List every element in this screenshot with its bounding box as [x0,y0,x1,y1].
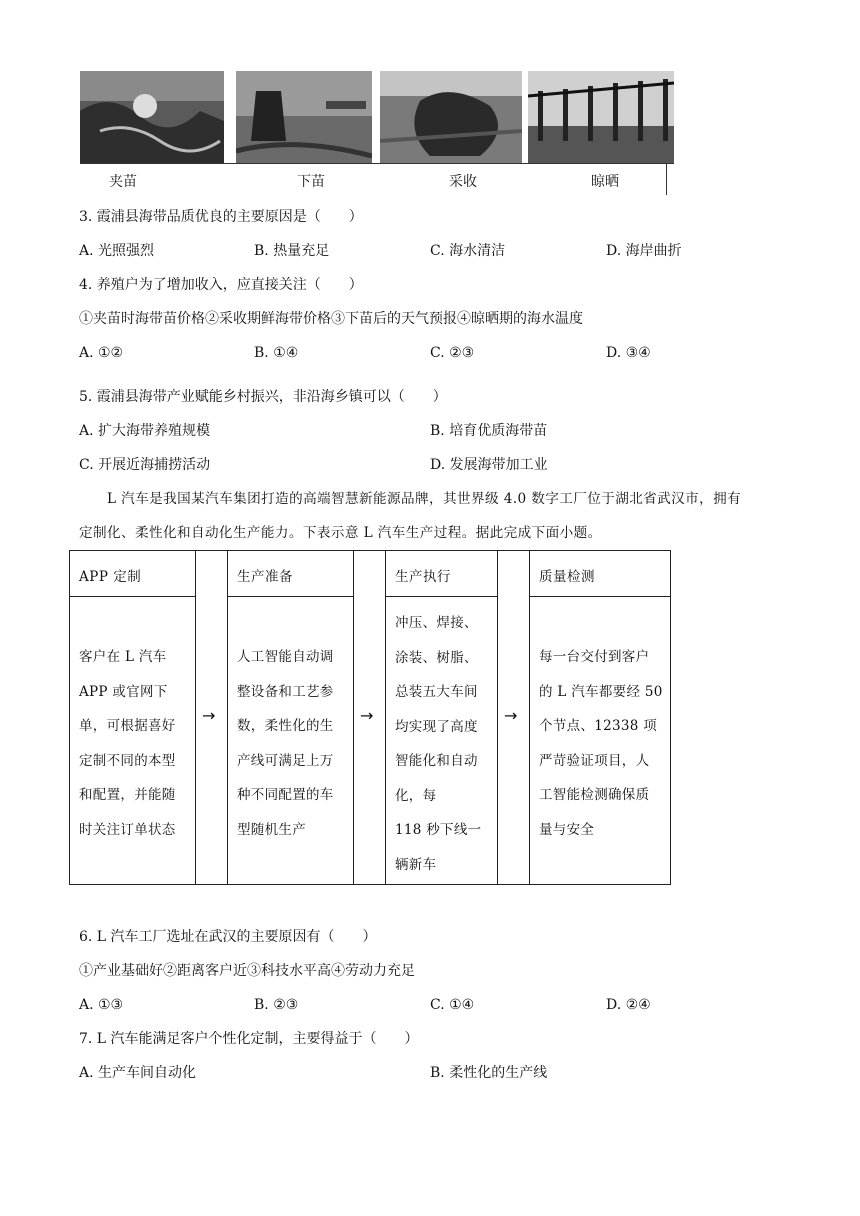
table-cell-prep: 人工智能自动调 整设备和工艺参 数，柔性化的生 产线可满足上万 种不同配置的车 型随机生产 [237,649,334,838]
q7-option-a[interactable]: A. 生产车间自动化 [79,1065,197,1081]
q5-option-b[interactable]: B. 培育优质海带苗 [430,423,548,439]
photo-caption-clamping: 夹苗 [109,174,137,190]
photo-caption-harvest: 采收 [449,174,477,190]
q4-stem: 4. 养殖户为了增加收入，应直接关注（ ） [79,277,363,293]
q4-option-b[interactable]: B. ①④ [254,345,299,361]
seaweed-harvest-photo [380,71,522,163]
arrow-right-icon: → [202,706,216,725]
photo-caption-planting: 下苗 [297,174,325,190]
table-cell-qc: 每一台交付到客户 的 L 汽车都要经 50 个节点、12338 项 严苛验证项目，人 工智能检测确保质 量与安全 [539,649,663,838]
q4-statement: ①夹苗时海带苗价格②采收期鲜海带价格③下苗后的天气预报④晾晒期的海水温度 [79,311,583,327]
q6-option-a[interactable]: A. ①③ [79,997,124,1013]
q3-option-a[interactable]: A. 光照强烈 [79,243,155,259]
arrow-right-icon: → [504,706,518,725]
q6-stem: 6. L 汽车工厂选址在武汉的主要原因有（ ） [79,929,377,945]
photo-strip-edge [666,163,667,195]
table-header-qc: 质量检测 [539,569,595,585]
q4-option-a[interactable]: A. ①② [79,345,124,361]
seaweed-drying-photo [528,71,674,163]
q3-option-c[interactable]: C. 海水清洁 [430,243,506,259]
q3-stem: 3. 霞浦县海带品质优良的主要原因是（ ） [79,209,363,225]
photo-strip-border [80,163,674,164]
seaweed-clamping-photo [80,71,224,163]
q3-option-d[interactable]: D. 海岸曲折 [606,243,682,259]
table-header-app: APP 定制 [79,569,142,585]
q6-option-d[interactable]: D. ②④ [606,997,651,1013]
table-header-exec: 生产执行 [395,569,451,585]
q3-option-b[interactable]: B. 热量充足 [254,243,330,259]
q6-statement: ①产业基础好②距离客户近③科技水平高④劳动力充足 [79,963,415,979]
q5-stem: 5. 霞浦县海带产业赋能乡村振兴，非沿海乡镇可以（ ） [79,389,447,405]
arrow-right-icon: → [360,706,374,725]
table-cell-exec: 冲压、焊接、 涂装、树脂、 总装五大车间 均实现了高度 智能化和自动 化，每 118 秒下线一 辆新车 [395,615,482,873]
q4-option-c[interactable]: C. ②③ [430,345,475,361]
q7-option-b[interactable]: B. 柔性化的生产线 [430,1065,548,1081]
table-header-prep: 生产准备 [237,569,293,585]
q7-stem: 7. L 汽车能满足客户个性化定制，主要得益于（ ） [79,1031,419,1047]
seaweed-planting-photo [236,71,372,163]
q6-option-b[interactable]: B. ②③ [254,997,299,1013]
passage-line-2: 定制化、柔性化和自动化生产能力。下表示意 L 汽车生产过程。据此完成下面小题。 [79,525,602,541]
q5-option-a[interactable]: A. 扩大海带养殖规模 [79,423,211,439]
q5-option-d[interactable]: D. 发展海带加工业 [430,457,548,473]
passage-line-1: L 汽车是我国某汽车集团打造的高端智慧新能源品牌，其世界级 4.0 数字工厂位于湖北省武汉市，拥有 [107,491,742,507]
table-cell-app: 客户在 L 汽车 APP 或官网下 单，可根据喜好 定制不同的本型 和配置，并能随 时关注订单状态 [79,649,176,838]
q4-option-d[interactable]: D. ③④ [606,345,651,361]
photo-caption-drying: 晾晒 [591,174,619,190]
q6-option-c[interactable]: C. ①④ [430,997,475,1013]
q5-option-c[interactable]: C. 开展近海捕捞活动 [79,457,211,473]
